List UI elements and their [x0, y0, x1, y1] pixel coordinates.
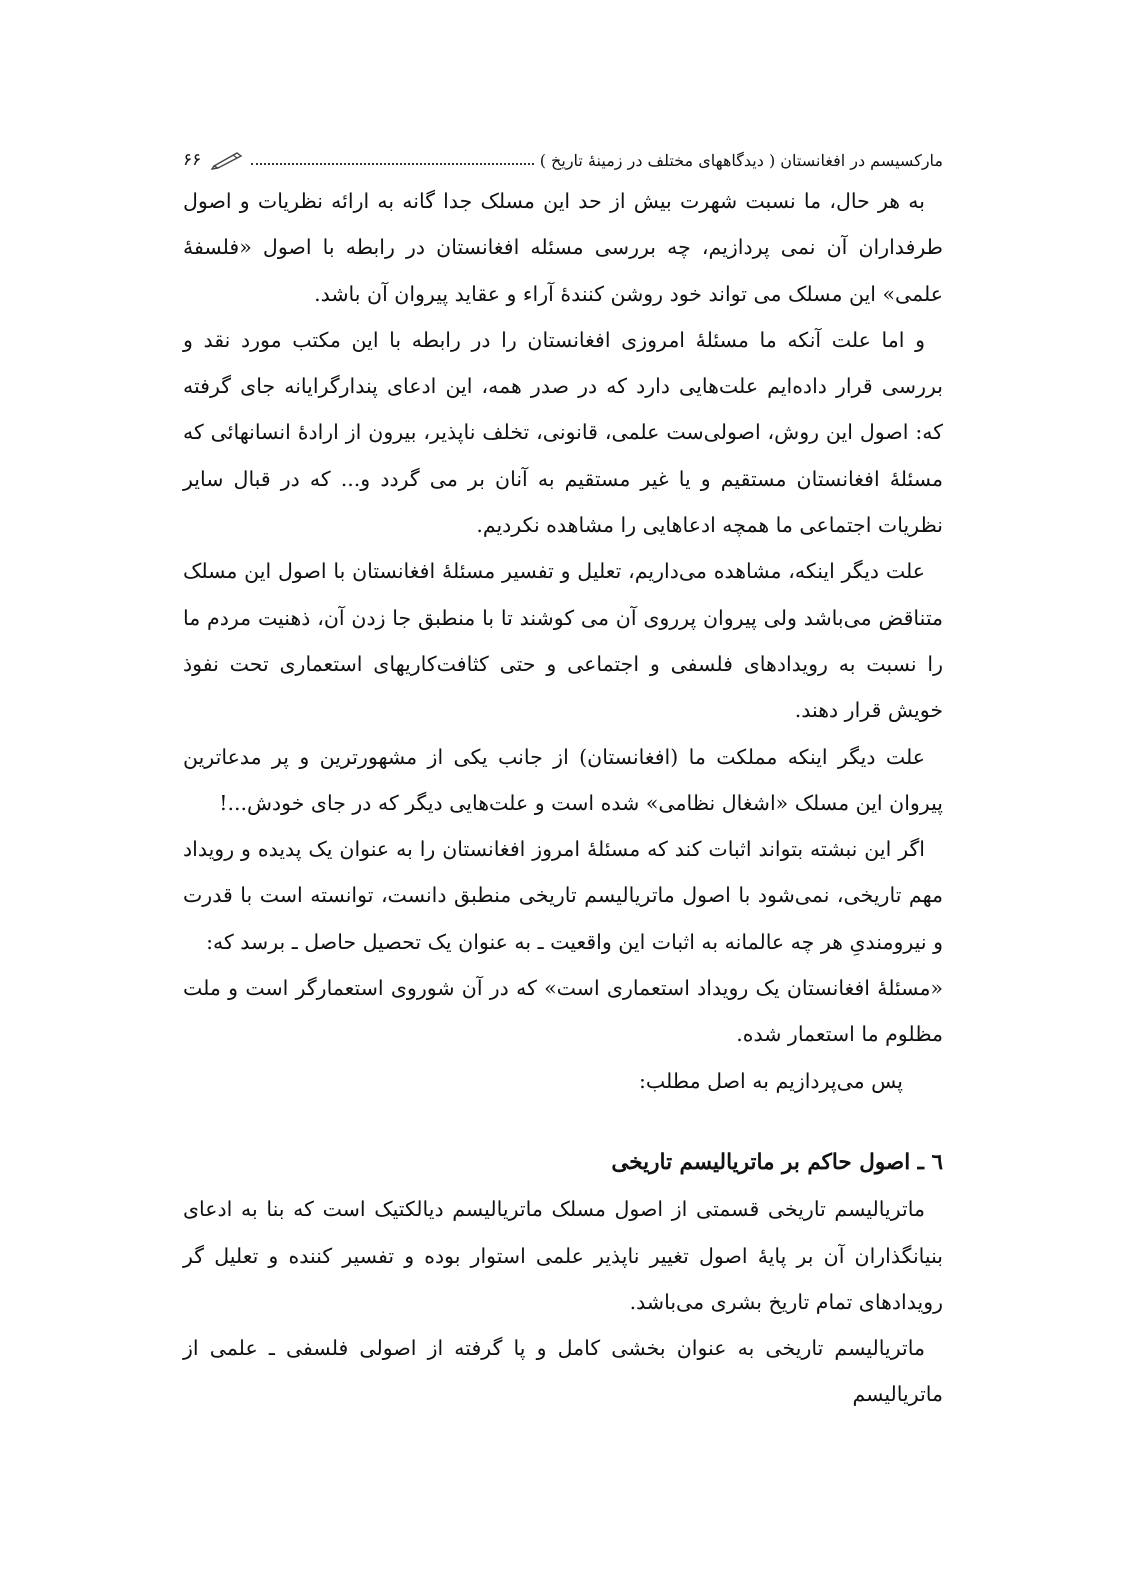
- section-spacer: [183, 1104, 943, 1140]
- running-title: مارکسیسم در افغانستان ( دیدگاههای مختلف در زمینهٔ تاریخ ): [539, 151, 943, 170]
- body-text: [183, 178, 943, 1418]
- paragraph: ماتریالیسم تاریخی قسمتی از اصول مسلک ماتریالیسم دیالکتیک است که بنا به ادعای بنیانگذاران آن بر پایهٔ اصول تغییر ناپذیر علمی استوار بوده و تفسیر کننده و تعلیل گر رویدادهای تمام تاریخ بشری می‌باشد.: [183, 1197, 943, 1314]
- page-number: ۶۶: [183, 150, 202, 170]
- pen-icon: [211, 148, 245, 170]
- paragraph: علت دیگر اینکه، مشاهده می‌داریم، تعلیل و تفسیر مسئلهٔ افغانستان با اصول این مسلک متناقض می‌باشد ولی پیروان پرروی آن می کوشند تا با منطبق جا زدن آن، ذهنیت مردم ما را نسبت به رویدادهای فلسفی و اجتماعی و حتی کثافت‌کاریهای استعماری تحت نفوذ خویش قرار دهند.: [183, 559, 943, 723]
- section-heading: ٦ ـ اصول حاکم بر ماتریالیسم تاریخی: [611, 1149, 943, 1175]
- paragraph: ماتریالیسم تاریخی به عنوان بخشی کامل و پا گرفته از اصولی فلسفی ـ علمی از ماتریالیسم: [183, 1336, 943, 1407]
- paragraph: پس می‌پردازیم به اصل مطلب:: [638, 1068, 903, 1093]
- paragraph: اگر این نبشته بتواند اثبات کند که مسئلهٔ امروز افغانستان را به عنوان یک پدیده و رویداد مهم تاریخی، نمی‌شود با اصول ماتریالیسم تاریخی منطبق دانست، توانسته است با قدرت و نیرومندیِ هر چه عالمانه به اثبات این واقعیت ـ به عنوان یک تحصیل حاصل ـ برسد که:: [183, 837, 943, 954]
- paragraph: به هر حال، ما نسبت شهرت بیش از حد این مسلک جدا گانه به ارائه نظریات و اصول طرفداران آن نمی پردازیم، چه بررسی مسئله افغانستان در رابطه با اصول «فلسفهٔ علمی» این مسلک می تواند خود روشن کنندهٔ آراء و عقاید پیروان آن باشد.: [183, 189, 943, 306]
- header-dotted-leader: [251, 162, 533, 165]
- paragraph: علت دیگر اینکه مملکت ما (افغانستان) از جانب یکی از مشهورترین و پر مدعاترین پیروان این مسلک «اشغال نظامی» شده است و علت‌هایی دیگر که در جای خودش...!: [183, 744, 943, 815]
- quoted-paragraph: «مسئلهٔ افغانستان یک رویداد استعماری است» که در آن شوروی استعمارگر است و ملت مظلوم ما استعمار شده.: [183, 976, 943, 1047]
- paragraph: و اما علت آنکه ما مسئلهٔ امروزی افغانستان را در رابطه با این مکتب مورد نقد و بررسی قرار داده‌ایم علت‌هایی دارد که در صدر همه، این ادعای پندارگرایانه جای گرفته که: اصول این روش، اصولی‌ست علمی، قانونی، تخلف ناپذیر، بیرون از ارادهٔ انسانهائی که مسئلهٔ افغانستان مستقیم و یا غیر مستقیم به آنان بر می گردد و... که در قبال سایر نظریات اجتماعی ما همچه ادعاهایی را مشاهده نکردیم.: [183, 327, 943, 538]
- running-header: [183, 136, 943, 170]
